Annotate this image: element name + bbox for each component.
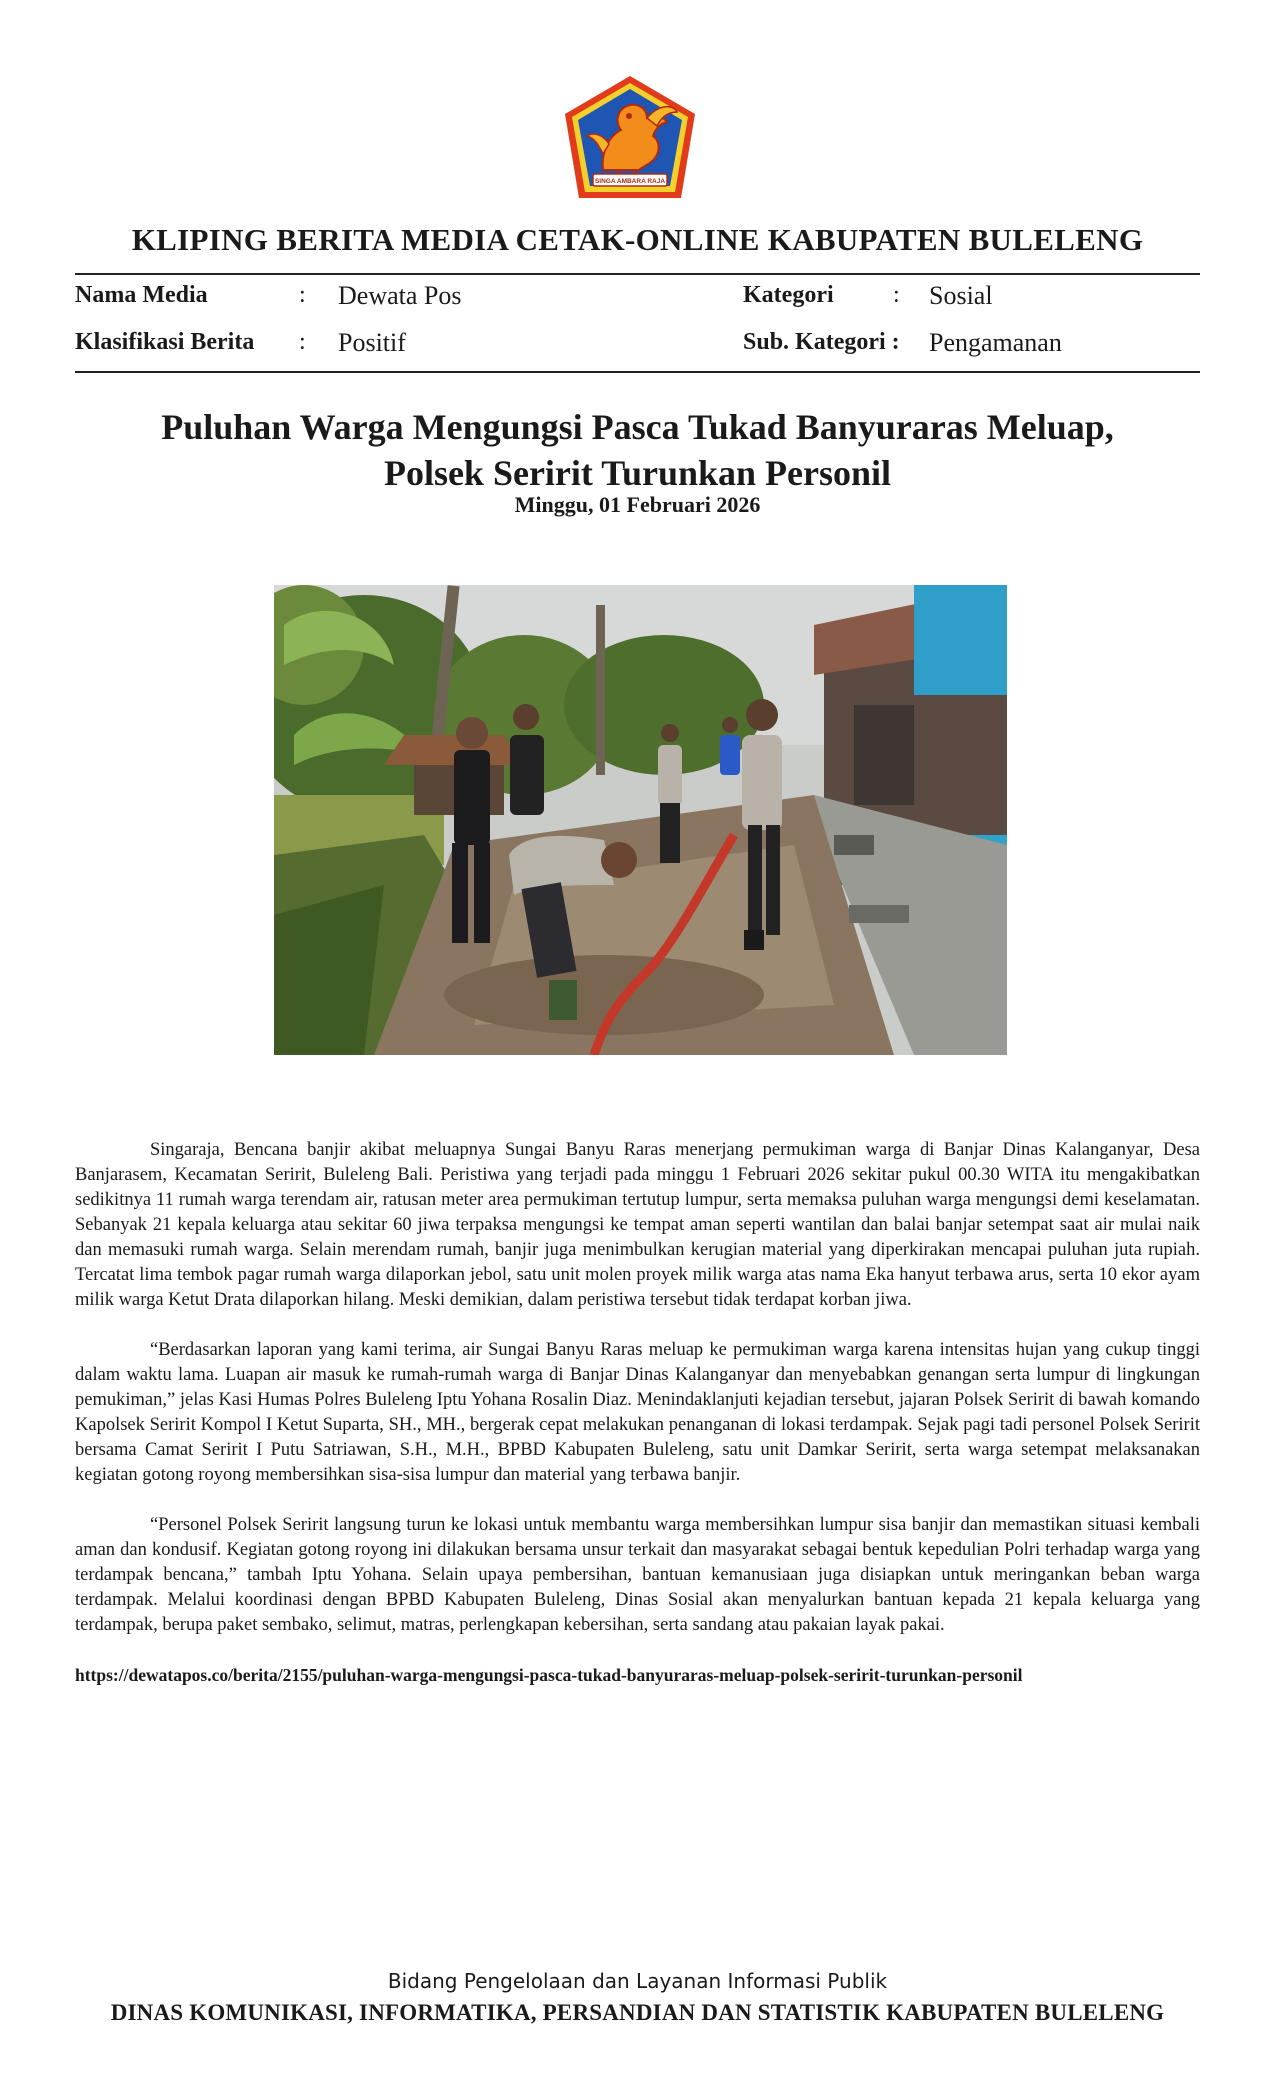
source-url-link[interactable]: https://dewatapos.co/berita/2155/puluhan-warga-mengungsi-pasca-tukad-banyuraras-meluap-polsek-seririt-turunkan-personil: [75, 1665, 1023, 1685]
footer-agency: DINAS KOMUNIKASI, INFORMATIKA, PERSANDIAN DAN STATISTIK KABUPATEN BULELENG: [110, 2000, 1165, 2025]
flood-cleanup-photo: [274, 585, 1007, 1055]
article-body: [75, 1138, 1200, 1713]
media-colon: :: [299, 282, 306, 308]
buleleng-crest-logo: [563, 74, 697, 200]
media-label: Nama Media: [75, 282, 208, 308]
subkategori-label: Sub. Kategori :: [743, 329, 900, 355]
logo-motto: SINGA AMBARA RAJA: [594, 178, 666, 185]
top-rule: [75, 273, 1200, 275]
kategori-label: Kategori: [743, 282, 834, 308]
article-title-line1: Puluhan Warga Mengungsi Pasca Tukad Banyuraras Meluap,: [161, 407, 1114, 447]
header-title: KLIPING BERITA MEDIA CETAK-ONLINE KABUPATEN BULELENG: [131, 222, 1144, 257]
article-paragraph-2: “Berdasarkan laporan yang kami terima, air Sungai Banyu Raras meluap ke permukiman warga karena intensitas hujan yang cukup tinggi dalam waktu lama. Luapan air masuk ke rumah-rumah warga di Banjar Dinas Kalanganyar dan menyebabkan genangan serta lumpur di lingkungan pemukiman,” jelas Kasi Humas Polres Buleleng Iptu Yohana Rosalin Diaz. Menindaklanjuti kejadian tersebut, jajaran Polsek Seririt di bawah komando Kapolsek Seririt Kompol I Ketut Suparta, SH., MH., bergerak cepat melakukan penanganan di lokasi terdampak. Sejak pagi tadi personel Polsek Seririt bersama Camat Seririt I Putu Satriawan, S.H., M.H., BPBD Kabupaten Buleleng, satu unit Damkar Seririt, serta warga setempat melaksanakan kegiatan gotong royong membersihkan sisa-sisa lumpur dan material yang terbawa banjir.: [75, 1340, 1200, 1485]
klasifikasi-value: Positif: [338, 328, 406, 357]
klasifikasi-colon: :: [299, 329, 306, 355]
article-date: Minggu, 01 Februari 2026: [514, 492, 761, 517]
media-value: Dewata Pos: [338, 281, 462, 310]
bottom-rule: [75, 371, 1200, 373]
klasifikasi-label: Klasifikasi Berita: [75, 329, 255, 355]
article-title-line2: Polsek Seririt Turunkan Personil: [383, 453, 892, 493]
subkategori-value: Pengamanan: [929, 328, 1062, 357]
article-paragraph-1: Singaraja, Bencana banjir akibat meluapnya Sungai Banyu Raras menerjang permukiman warga di Banjar Dinas Kalanganyar, Desa Banjarasem, Kecamatan Seririt, Buleleng Bali. Peristiwa yang terjadi pada minggu 1 Februari 2026 sekitar pukul 00.30 WITA itu mengakibatkan sedikitnya 11 rumah warga terendam air, ratusan meter area permukiman tertutup lumpur, serta memaksa puluhan warga mengungsi demi keselamatan. Sebanyak 21 kepala keluarga atau sekitar 60 jiwa terpaksa mengungsi ke tempat aman seperti wantilan dan balai banjar setempat saat air mulai naik dan memasuki rumah warga. Selain merendam rumah, banjir juga menimbulkan kerugian material yang diperkirakan mencapai puluhan juta rupiah. Tercatat lima tembok pagar rumah warga dilaporkan jebol, satu unit molen proyek milik warga atas nama Eka hanyut terbawa arus, serta 10 ekor ayam milik warga Ketut Drata dilaporkan hilang. Meski demikian, dalam peristiwa tersebut tidak terdapat korban jiwa.: [75, 1140, 1200, 1310]
kategori-colon: :: [893, 282, 900, 308]
article-title: [75, 404, 1200, 496]
article-paragraph-3: “Personel Polsek Seririt langsung turun ke lokasi untuk membantu warga membersihkan lumpur sisa banjir dan memastikan situasi kembali aman dan kondusif. Kegiatan gotong royong ini dilakukan bersama unsur terkait dan masyarakat sebagai bentuk kepedulian Polri terhadap warga yang terdampak bencana,” tambah Iptu Yohana. Selain upaya pembersihan, bantuan kemanusiaan juga disiapkan untuk meringankan beban warga terdampak. Melalui koordinasi dengan BPBD Kabupaten Buleleng, Dinas Sosial akan menyalurkan bantuan kepada 21 kepala keluarga yang terdampak, berupa paket sembako, selimut, matras, perlengkapan kebersihan, serta sandang atau pakaian layak pakai.: [75, 1515, 1200, 1635]
kategori-value: Sosial: [929, 281, 993, 310]
footer-department: Bidang Pengelolaan dan Layanan Informasi Publik: [387, 1969, 888, 1993]
